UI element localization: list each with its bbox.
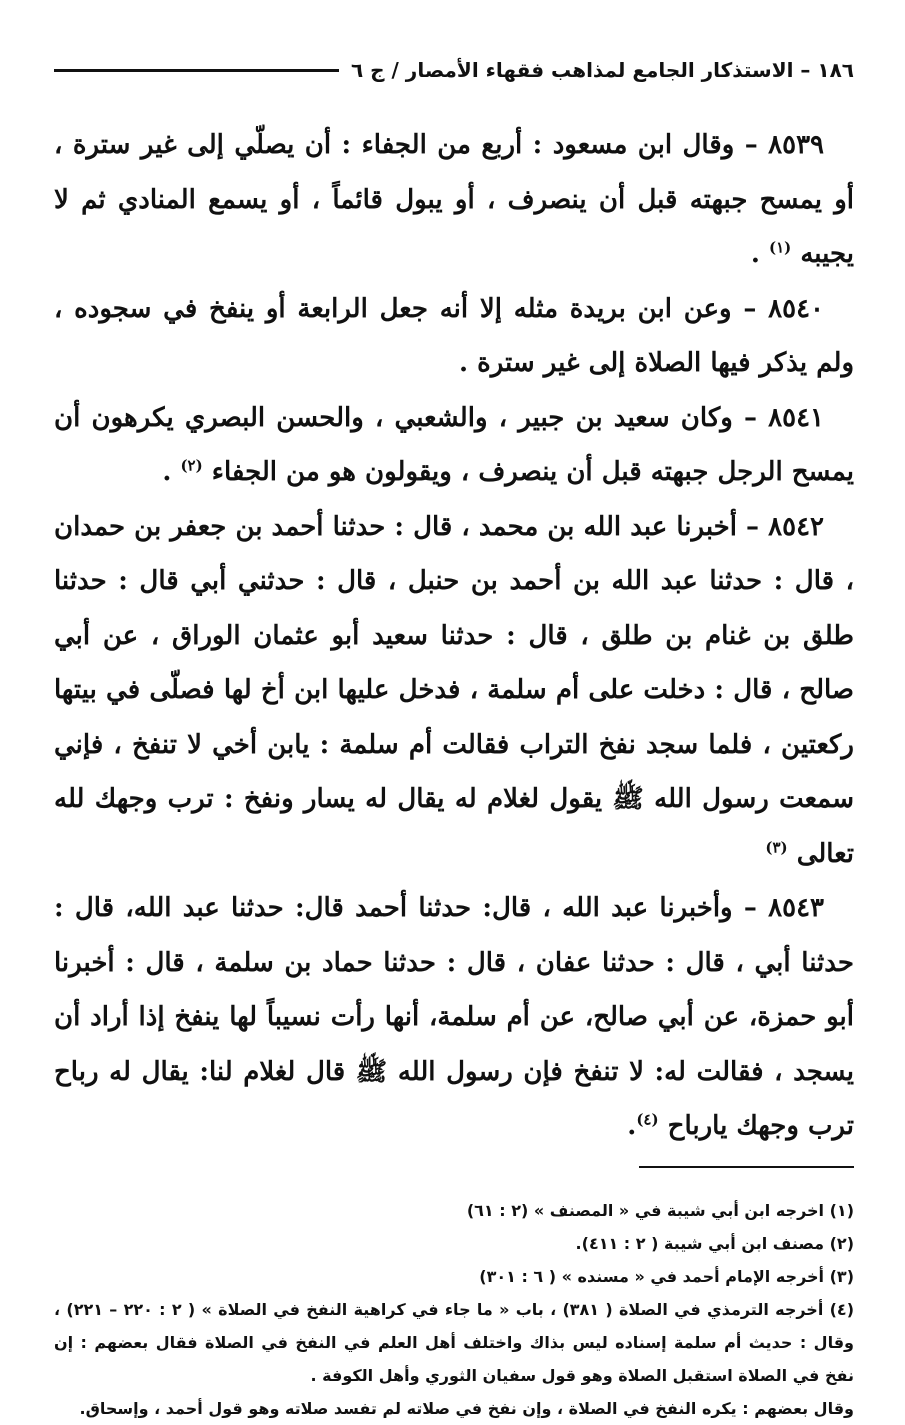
paragraph-8543 [54, 881, 854, 1154]
paragraph-text: ٨٥٣٩ – وقال ابن مسعود : أربع من الجفاء : أن يصلّي إلى غير سترة ، أو يمسح جبهته قبل أن ينصرف ، أو يبول قائماً ، أو يسمع المنادي ثم لا يجيبه [54, 130, 854, 269]
book-page [54, 50, 854, 1418]
footnote-2: (٢) مصنف ابن أبي شيبة ( ٢ : ٤١١). [575, 1233, 854, 1253]
footnote-4-continued: وقال بعضهم : يكره النفخ في الصلاة ، وإن نفخ في صلاته لم تفسد صلاته وهو قول أحمد ، وإسحاق. [79, 1398, 854, 1418]
paragraph-tail: . [750, 239, 769, 269]
footnote-3: (٣) أخرجه الإمام أحمد في « مسنده » ( ٦ : ٣٠١) [479, 1266, 854, 1286]
footnote-ref-2: (٢) [180, 456, 203, 475]
paragraph-text: ٨٥٤٠ – وعن ابن بريدة مثله إلا أنه جعل الرابعة أو ينفخ في سجوده ، ولم يذكر فيها الصلاة إلى غير سترة . [54, 293, 854, 378]
paragraph-tail: . [162, 457, 181, 487]
running-head-text: ١٨٦ – الاستذكار الجامع لمذاهب فقهاء الأمصار / ج ٦ [350, 58, 854, 82]
paragraph-text: ٨٥٤١ – وكان سعيد بن جبير ، والشعبي ، والحسن البصري يكرهون أن يمسح الرجل جبهته قبل أن ينصرف ، ويقولون هو من الجفاء [54, 402, 854, 487]
footnote-4: (٤) أخرجه الترمذي في الصلاة ( ٣٨١) ، باب « ما جاء في كراهية النفخ في الصلاة » ( ٢ : ٢٢٠ – ٢٢١) ، وقال : حديث أم سلمة إسناده ليس بذاك واختلف أهل العلم في النفخ في الصلاة فقال بعضهم : إن نفخ في الصلاة استقبل الصلاة وهو قول سفيان الثوري وأهل الكوفة . [54, 1299, 854, 1385]
running-head [54, 50, 854, 90]
paragraph-text: ٨٥٤٢ – أخبرنا عبد الله بن محمد ، قال : حدثنا أحمد بن جعفر بن حمدان ، قال : حدثنا عبد الله بن أحمد بن حنبل ، قال : حدثني أبي قال : حدثنا طلق بن غنام بن طلق ، قال : حدثنا سعيد أبو عثمان الوراق ، عن أبي صالح ، قال : دخلت على أم سلمة ، فدخل عليها ابن أخ لها فصلّى في بيتها ركعتين ، فلما سجد نفخ التراب فقالت أم سلمة : يابن أخي لا تنفخ ، فإني سمعت رسول الله ﷺ يقول لغلام له يقال له يسار ونفخ : ترب وجهك لله تعالى [54, 511, 854, 869]
footnote-ref-3: (٣) [765, 837, 788, 856]
paragraph-tail: . [627, 1111, 637, 1141]
footnotes [54, 1194, 854, 1425]
footnote-1: (١) اخرجه ابن أبي شيبة في « المصنف » (٢ : ٦١) [466, 1200, 854, 1220]
footnote-ref-1: (١) [769, 238, 792, 257]
paragraph-text: ٨٥٤٣ – وأخبرنا عبد الله ، قال: حدثنا أحمد قال: حدثنا عبد الله، قال : حدثنا أبي ، قال : حدثنا عفان ، قال : حدثنا حماد بن سلمة ، قال : أخبرنا أبو حمزة، عن أبي صالح، عن أم سلمة، أنها رأت نسيباً لها ينفخ إذا أراد أن يسجد ، فقالت له: لا تنفخ فإن رسول الله ﷺ قال لغلام لنا: يقال له رباح ترب وجهك يارباح [54, 893, 854, 1141]
running-head-rule [54, 69, 339, 72]
paragraph-8541 [54, 391, 854, 500]
paragraph-8542 [54, 500, 854, 882]
footnote-ref-4: (٤) [636, 1110, 659, 1129]
footnote-separator [639, 1166, 854, 1168]
main-text [54, 118, 854, 1154]
paragraph-8540 [54, 282, 854, 391]
paragraph-8539 [54, 118, 854, 282]
